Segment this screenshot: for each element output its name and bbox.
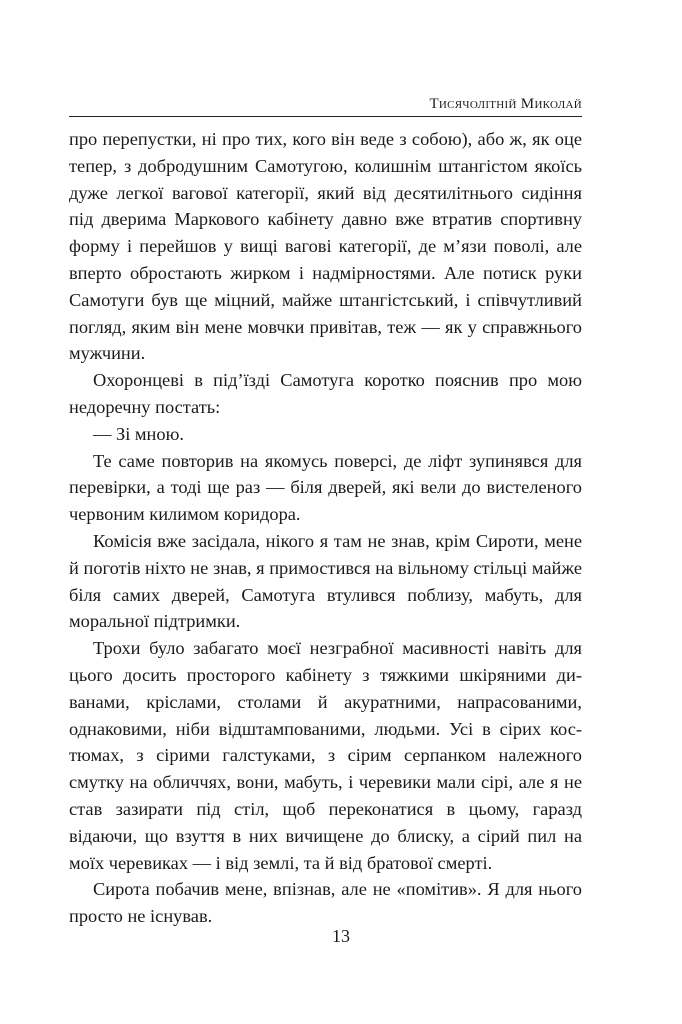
running-head [69, 96, 582, 117]
body-text [69, 126, 582, 930]
page-number: 13 [332, 926, 350, 946]
paragraph: Те саме повторив на якомусь поверсі, де ліфт зупинявся для перевірки, а тоді ще раз — біля дверей, які вели до вистеленого червоним килимом коридора. [69, 450, 582, 525]
paragraph: про перепустки, ні про тих, кого він веде з собою), або ж, як оце тепер, з добродушним Самотугою, колишнім штангістом якоїсь дуже легкої вагової категорії, який від десятилітнього сидіння під дверима Маркового кабінету давно вже втратив спортивну форму і перейшов у вищі вагові категорії, де м’язи поволі, але вперто обростають жирком і надмірностями. Але потиск руки Самотуги був ще міцний, майже штангістський, і співчутливий погляд, яким він мене мовчки привітав, теж — як у справжнього мужчини. [69, 129, 582, 364]
paragraph: — Зі мною. [93, 423, 184, 444]
running-head-title: Тисячолітній Миколай [429, 96, 582, 112]
paragraph: Сирота побачив мене, впізнав, але не «помітив». Я для нього просто не існував. [69, 879, 582, 927]
paragraph: Охоронцеві в під’їзді Самотуга коротко пояснив про мою недоречну постать: [69, 370, 582, 417]
paragraph: Комісія вже засідала, нікого я там не знав, крім Сироти, мене й поготів ніхто не знав, я примостився на вільному стільці майже біля самих дверей, Самотуга втулився поблизу, мабуть, для моральної підтримки. [69, 530, 582, 632]
paragraph: Трохи було забагато моєї незграбної масивності навіть для цього досить просторого кабінету з тяжкими шкіряними диванами, кріслами, столами й акуратними, напрасованими, однаковими, ніби відштампованими, людьми. Усі в сірих костюмах, з сірими галстуками, з сірим серпанком належного смутку на обличчях, вони, мабуть, і черевики мали сірі, але я не став зазирати під стіл, щоб переконатися в цьому, гаразд відаючи, що взуття в них вичищене до блиску, а сірий пил на моїх черевиках — і від землі, та й від братової смерті. [69, 638, 582, 873]
